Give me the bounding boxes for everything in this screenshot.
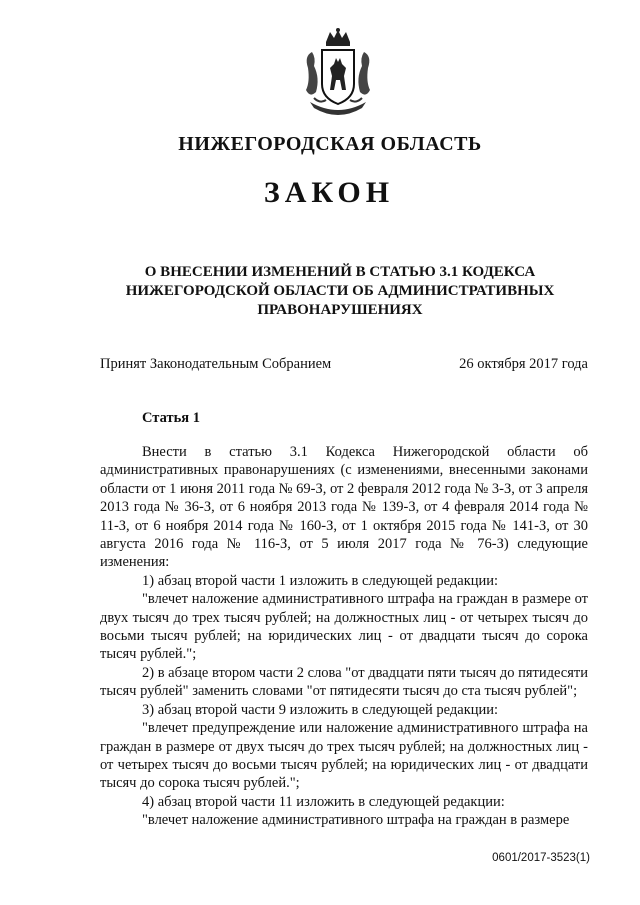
article-paragraph: 2) в абзаце втором части 2 слова "от двадцати пяти тысяч до пятидесяти тысяч рублей" заменить словами "от пятидесяти тысяч до ста тысяч рублей"; <box>100 664 589 700</box>
adoption-date: 26 октября 2017 года <box>459 356 588 372</box>
article-paragraph: 1) абзац второй части 1 изложить в следующей редакции: <box>142 572 499 589</box>
article-body <box>100 443 588 830</box>
article-paragraph: "влечет наложение административного штрафа на граждан в размере от двух тысяч до трех тысяч рублей; на должностных лиц - от четырех тысяч до восьми тысяч рублей; на юридических лиц - от двадцати тысяч до сорока тысяч рублей."; <box>100 591 588 663</box>
document-code: 0601/2017-3523(1) <box>492 852 590 864</box>
article-paragraph: "влечет наложение административного штрафа на граждан в размере <box>142 812 570 829</box>
article-paragraph: Внести в статью 3.1 Кодекса Нижегородской области об административных правонарушениях (с изменениями, внесенными законами области от 1 июня 2011 года № 69-З, от 2 февраля 2012 года № 3-З, от 3 апреля 2013 года № 36-З, от 6 ноября 2013 года № 139-З, от 4 февраля 2014 года № 11-З, от 6 ноября 2014 года № 160-З, от 1 октября 2015 года № 141-З, от 30 августа 2016 года № 116-З, от 5 июля 2017 года № 76-З) следующие изменения: <box>100 444 588 571</box>
adoption-row <box>100 356 588 373</box>
coat-of-arms-icon <box>300 28 376 120</box>
adopted-by-label: Принят Законодательным Собранием <box>100 356 332 372</box>
article-paragraph: 4) абзац второй части 11 изложить в следующей редакции: <box>142 793 505 810</box>
region-title: НИЖЕГОРОДСКАЯ ОБЛАСТЬ <box>178 133 482 155</box>
document-type-title: ЗАКОН <box>263 176 395 209</box>
article-paragraph: "влечет предупреждение или наложение административного штрафа на граждан в размере от двух тысяч до трех тысяч рублей; на должностных лиц - от четырех тысяч до восьми тысяч рублей; на юридических лиц - от двадцати тысяч до сорока тысяч рублей."; <box>100 720 588 792</box>
law-subject: О ВНЕСЕНИИ ИЗМЕНЕНИЙ В СТАТЬЮ 3.1 КОДЕКСА НИЖЕГОРОДСКОЙ ОБЛАСТИ ОБ АДМИНИСТРАТИВНЫХ ПРАВОНАРУШЕНИЯХ <box>125 264 555 318</box>
article-heading: Статья 1 <box>142 410 200 426</box>
article-paragraph: 3) абзац второй части 9 изложить в следующей редакции: <box>142 701 499 718</box>
